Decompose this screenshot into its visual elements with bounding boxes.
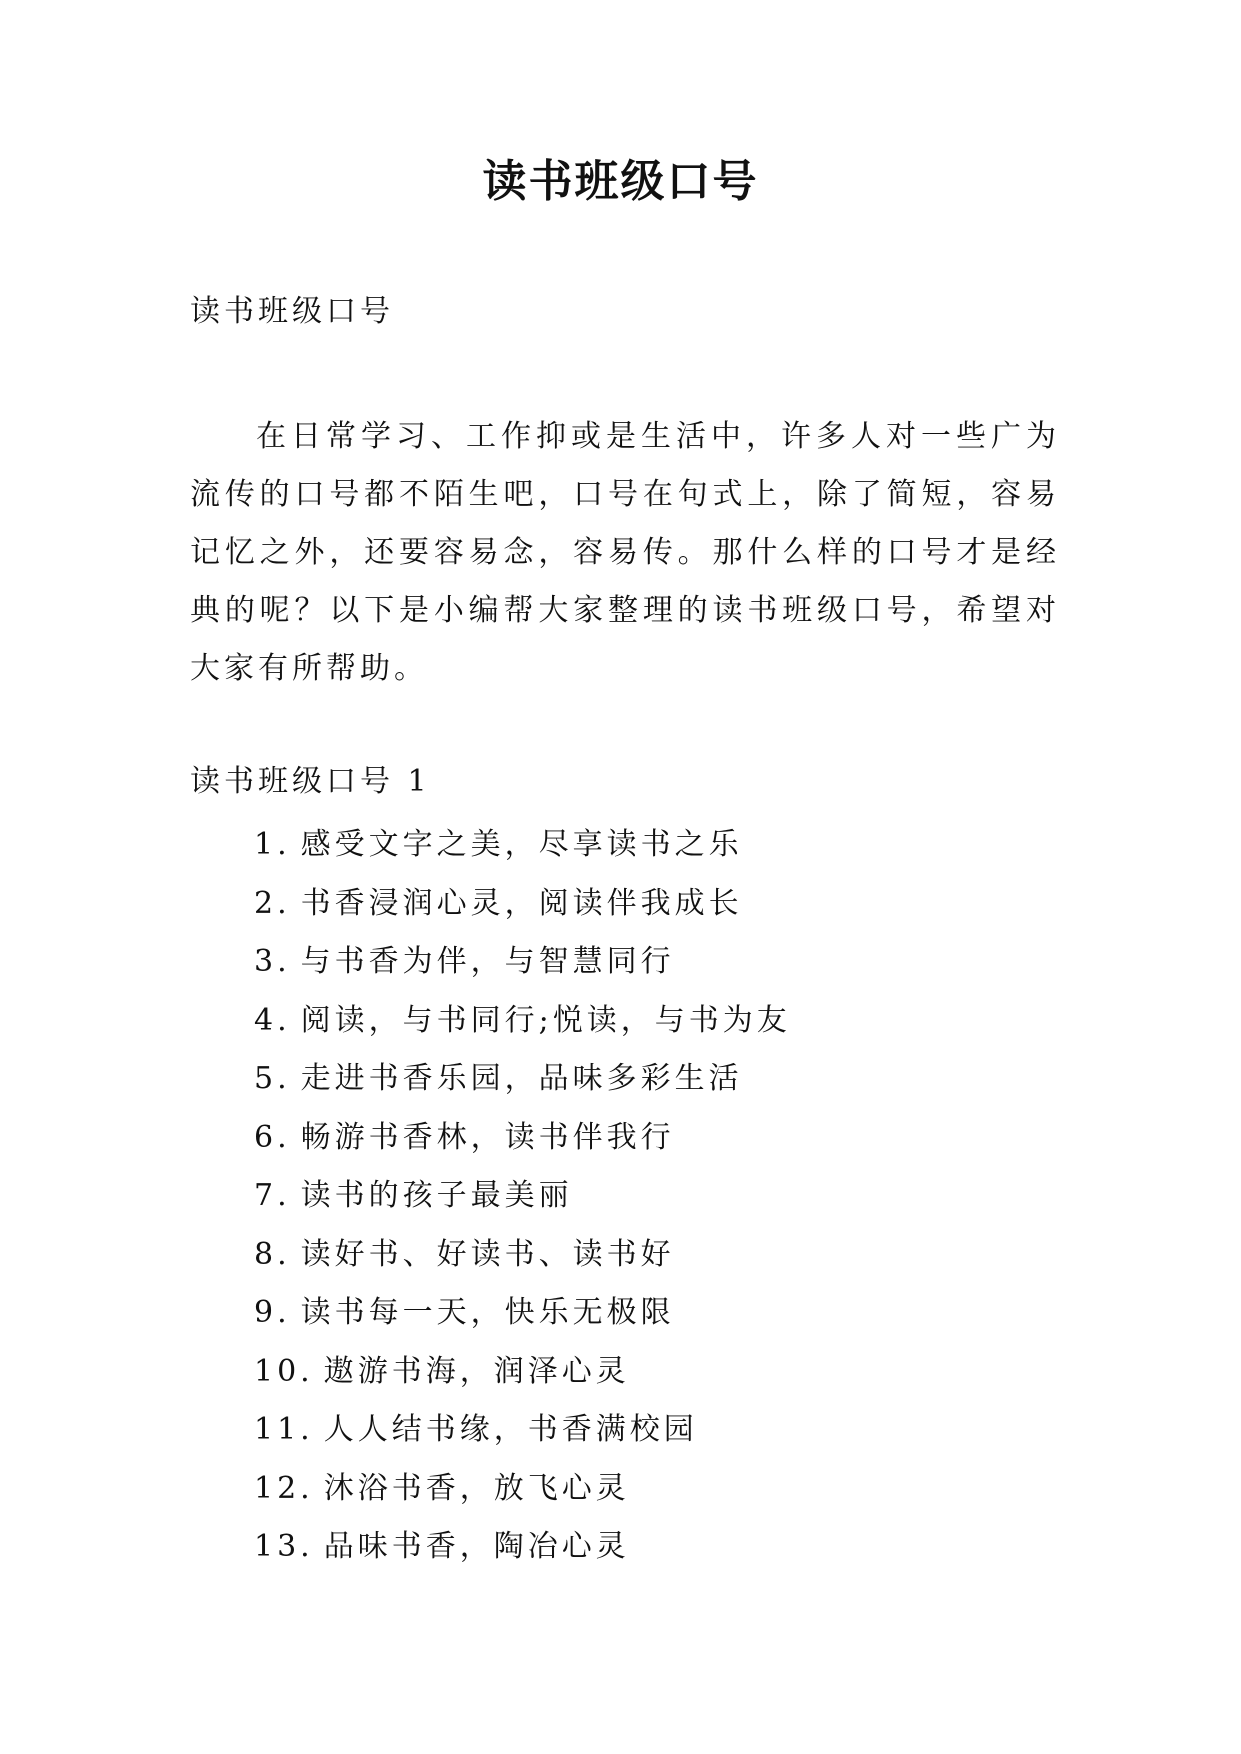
slogan-item (254, 1284, 791, 1343)
slogan-item (254, 1167, 791, 1226)
slogan-number: 13. (254, 1529, 314, 1564)
intro-paragraph: 在日常学习、工作抑或是生活中，许多人对一些广为流传的口号都不陌生吧，口号在句式上，除了简短，容易记忆之外，还要容易念，容易传。那什么样的口号才是经典的呢？以下是小编帮大家整理的读书班级口号，希望对大家有所帮助。 (190, 419, 1060, 686)
slogan-number: 9. (254, 1295, 291, 1330)
slogan-number: 8. (254, 1236, 291, 1272)
slogan-text: 书香浸润心灵，阅读伴我成长 (300, 885, 743, 921)
slogan-text: 沐浴书香，放飞心灵 (323, 1470, 630, 1506)
slogan-text: 人人结书缘，书香满校园 (323, 1412, 698, 1447)
slogan-number: 10. (254, 1353, 314, 1389)
slogan-text: 阅读，与书同行;悦读，与书为友 (300, 1002, 791, 1038)
slogan-text: 与书香为伴，与智慧同行 (300, 944, 675, 979)
slogan-number: 3. (254, 944, 291, 979)
slogan-text: 读好书、好读书、读书好 (300, 1236, 675, 1272)
slogan-item (254, 992, 791, 1051)
slogan-number: 7. (254, 1178, 291, 1213)
slogan-text: 遨游书海，润泽心灵 (323, 1353, 630, 1389)
slogan-item (254, 1401, 791, 1460)
slogan-number: 11. (254, 1412, 314, 1447)
slogan-item (254, 1343, 791, 1402)
slogan-item (254, 933, 791, 992)
slogan-item (254, 816, 791, 875)
slogan-item (254, 1518, 791, 1577)
slogan-number: 1. (254, 827, 291, 862)
slogan-item (254, 1050, 791, 1109)
slogan-text: 品味书香，陶冶心灵 (323, 1529, 630, 1564)
document-subtitle: 读书班级口号 (190, 294, 394, 329)
section-heading: 读书班级口号 1 (190, 764, 431, 799)
slogan-item (254, 1109, 791, 1168)
slogan-item (254, 1226, 791, 1285)
slogan-text: 读书的孩子最美丽 (300, 1178, 573, 1213)
slogan-text: 感受文字之美，尽享读书之乐 (300, 827, 743, 862)
slogan-text: 走进书香乐园，品味多彩生活 (300, 1061, 743, 1096)
slogan-text: 读书每一天，快乐无极限 (300, 1295, 675, 1330)
slogan-number: 2. (254, 885, 291, 921)
slogan-text: 畅游书香林，读书伴我行 (300, 1119, 675, 1155)
slogan-number: 5. (254, 1061, 291, 1096)
slogan-item (254, 1460, 791, 1519)
slogan-number: 6. (254, 1119, 291, 1155)
document-title: 读书班级口号 (482, 156, 759, 207)
slogan-number: 12. (254, 1470, 314, 1506)
slogan-list (254, 816, 791, 1577)
slogan-item (254, 875, 791, 934)
slogan-number: 4. (254, 1002, 291, 1038)
